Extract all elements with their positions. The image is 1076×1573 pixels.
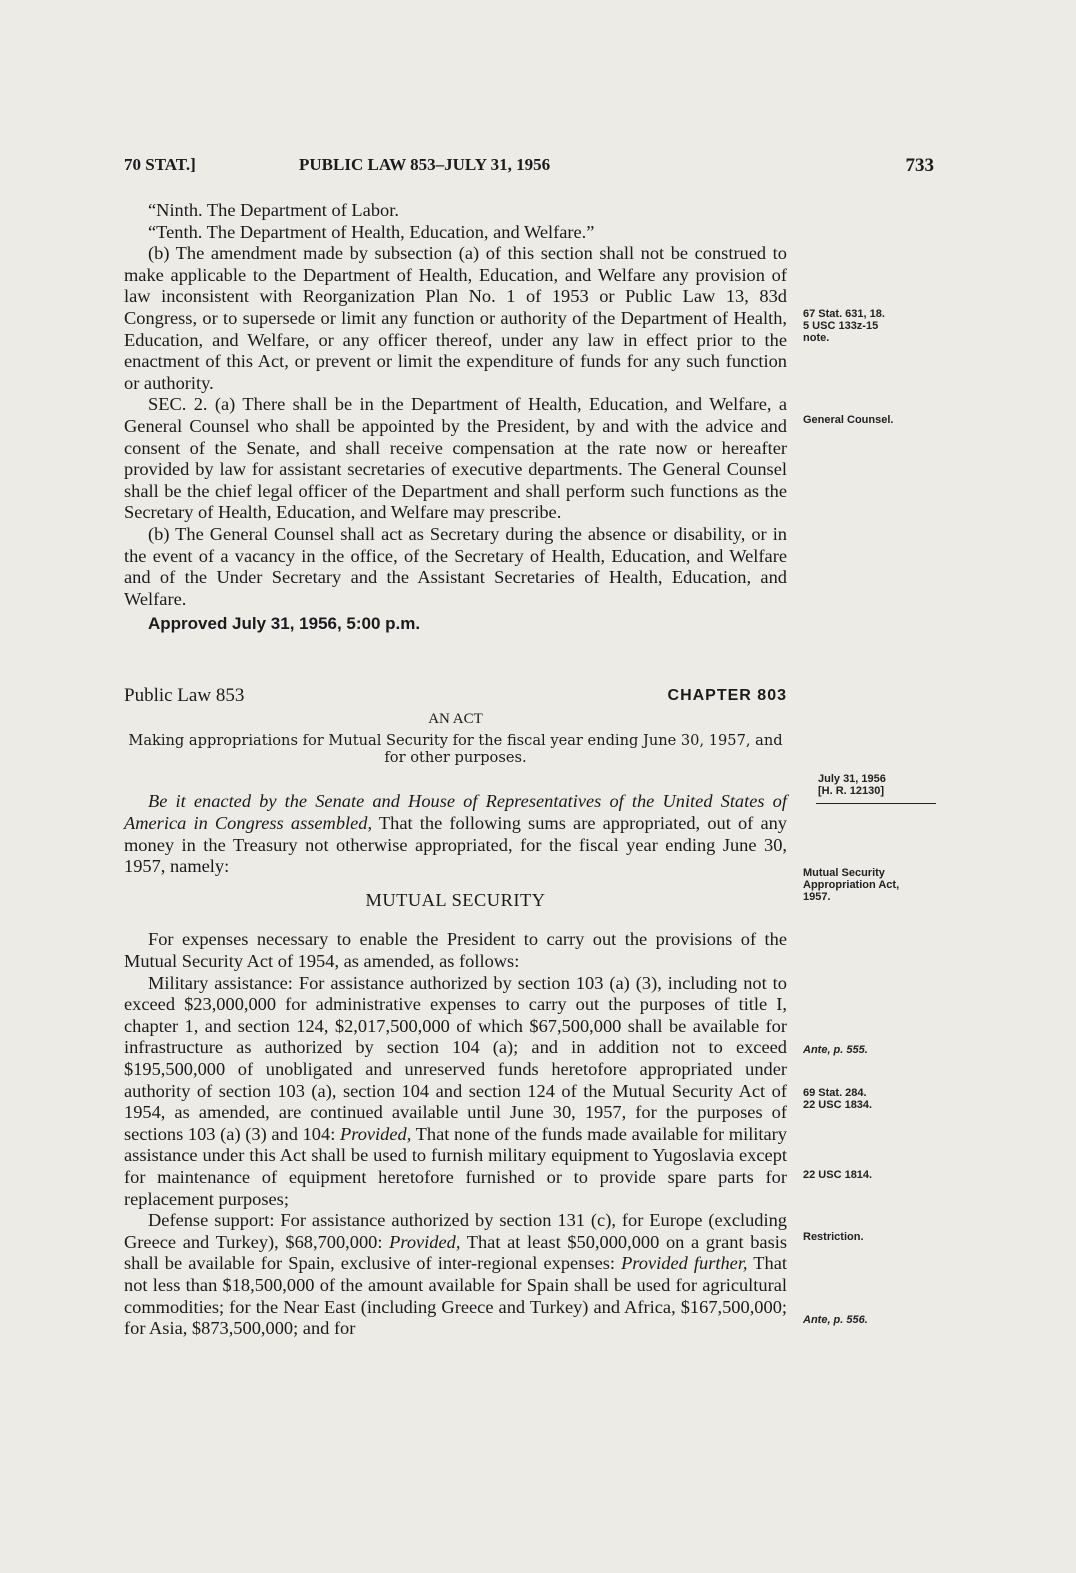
enacting-clause xyxy=(124,791,787,877)
approval-line: Approved July 31, 1956, 5:00 p.m. xyxy=(148,614,421,634)
margin-note-restriction: Restriction. xyxy=(803,1231,864,1243)
public-law-heading xyxy=(124,685,787,709)
chapter-number: CHAPTER 803 xyxy=(667,686,787,704)
section-heading: MUTUAL SECURITY xyxy=(365,889,546,910)
defense-text-3: That not less than $18,500,000 of the amount available for Spain shall be used for agricultural commodities; for the Near East (including Greece and Turkey) and Africa, $167,500,000; for Asia, $873,500,000; and for xyxy=(124,1253,787,1339)
provided-italic: Provided, xyxy=(339,1123,412,1144)
law-title: PUBLIC LAW 853–JULY 31, 1956 xyxy=(299,155,551,174)
margin-note-69-stat-284: 69 Stat. 284. 22 USC 1834. xyxy=(803,1087,873,1111)
paragraph-military-assistance xyxy=(124,973,787,1211)
paragraph-section-2b: (b) The General Counsel shall act as Secretary during the absence or disability, or in the event of a vacancy in the office, of the Secretary of Health, Education, and Welfare and of the Under Secretary and the Assistant Secretaries of Health, Education, and Welfare. xyxy=(124,523,787,609)
paragraph-section-2a: SEC. 2. (a) There shall be in the Department of Health, Education, and Welfare, a General Counsel who shall be appointed by the President, by and with the advice and consent of the Senate, and shall receive compensation at the rate now or hereafter provided by law for assistant secretaries of executive departments. The General Counsel shall be the chief legal officer of the Department and shall perform such functions as the Secretary of Health, Education, and Welfare may prescribe. xyxy=(124,394,787,523)
margin-note-ante-555: Ante, p. 555. xyxy=(803,1044,868,1056)
margin-rule xyxy=(816,803,936,804)
an-act-label: AN ACT xyxy=(428,710,483,727)
margin-note-general-counsel: General Counsel. xyxy=(803,414,894,426)
margin-note-ante-556: Ante, p. 556. xyxy=(803,1314,868,1326)
provided-further-italic: Provided further, xyxy=(621,1253,748,1274)
page-number: 733 xyxy=(905,155,934,176)
paragraph-tenth: “Tenth. The Department of Health, Education, and Welfare.” xyxy=(148,221,595,242)
margin-note-stat-reference: 67 Stat. 631, 18. 5 USC 133z-15 note. xyxy=(803,308,885,344)
enacting-clause-italic: Be it enacted by the Senate and House of Representatives of the United States of America in Congress assembled, xyxy=(124,791,787,834)
defense-text-1: Defense support: For assistance authorized by section 131 (c), for Europe (excluding Greece and Turkey), $68,700,000: xyxy=(124,1210,787,1252)
main-text xyxy=(124,200,787,1340)
military-text-1: Military assistance: For assistance authorized by section 103 (a) (3), including not to exceed $23,000,000 for administrative expenses to carry out the purposes of title I, chapter 1, and section 124, $2,017,500,000 of which $67,500,000 shall be available for infrastructure as authorized by section 104 (a); and in addition not to exceed $195,500,000 of unobligated and unreserved funds heretofore appropriated under authority of section 103 (a), section 104 and section 124 of the Mutual Security Act of 1954, as amended, are continued available until June 30, 1957, for the purposes of sections 103 (a) (3) and 104: xyxy=(124,972,787,1144)
act-purpose: Making appropriations for Mutual Security for the fiscal year ending June 30, 1957, and for other purposes. xyxy=(128,732,783,767)
public-law-number: Public Law 853 xyxy=(124,684,245,706)
defense-text-2: That at least $50,000,000 on a grant basis shall be available for Spain, exclusive of inter-regional expenses: xyxy=(124,1231,788,1274)
page-header xyxy=(124,155,934,179)
volume-reference: 70 STAT.] xyxy=(124,155,196,174)
enacting-clause-text: That the following sums are appropriated, out of any money in the Treasury not otherwise appropriated, for the fiscal year ending June 30, 1957, namely: xyxy=(124,813,787,877)
margin-note-mutual-security-act: Mutual Security Appropriation Act, 1957. xyxy=(803,867,900,903)
margin-note-date-bill: July 31, 1956 [H. R. 12130] xyxy=(818,773,886,797)
paragraph-ninth: “Ninth. The Department of Labor. xyxy=(148,200,399,220)
military-text-2: That none of the funds made available for military assistance under this Act shall be used to furnish military equipment to Yugoslavia except for maintenance of equipment heretofore furnished or to provide spare parts for replacement purposes; xyxy=(124,1123,788,1209)
paragraph-expenses: For expenses necessary to enable the President to carry out the provisions of the Mutual Security Act of 1954, as amended, as follows: xyxy=(124,929,787,972)
paragraph-defense-support xyxy=(124,1210,787,1340)
margin-note-22-usc-1814: 22 USC 1814. xyxy=(803,1169,873,1181)
paragraph-subsection-b: (b) The amendment made by subsection (a) of this section shall not be construed to make applicable to the Department of Health, Education, and Welfare any provision of law inconsistent with Reorganization Plan No. 1 of 1953 or Public Law 13, 83d Congress, or to supersede or limit any function or authority of the Department of Health, Education, and Welfare, or any officer thereof, under any law in effect prior to the enactment of this Act, or prevent or limit the expenditure of funds for any such function or authority. xyxy=(124,243,787,393)
provided-italic-2: Provided, xyxy=(389,1231,461,1252)
